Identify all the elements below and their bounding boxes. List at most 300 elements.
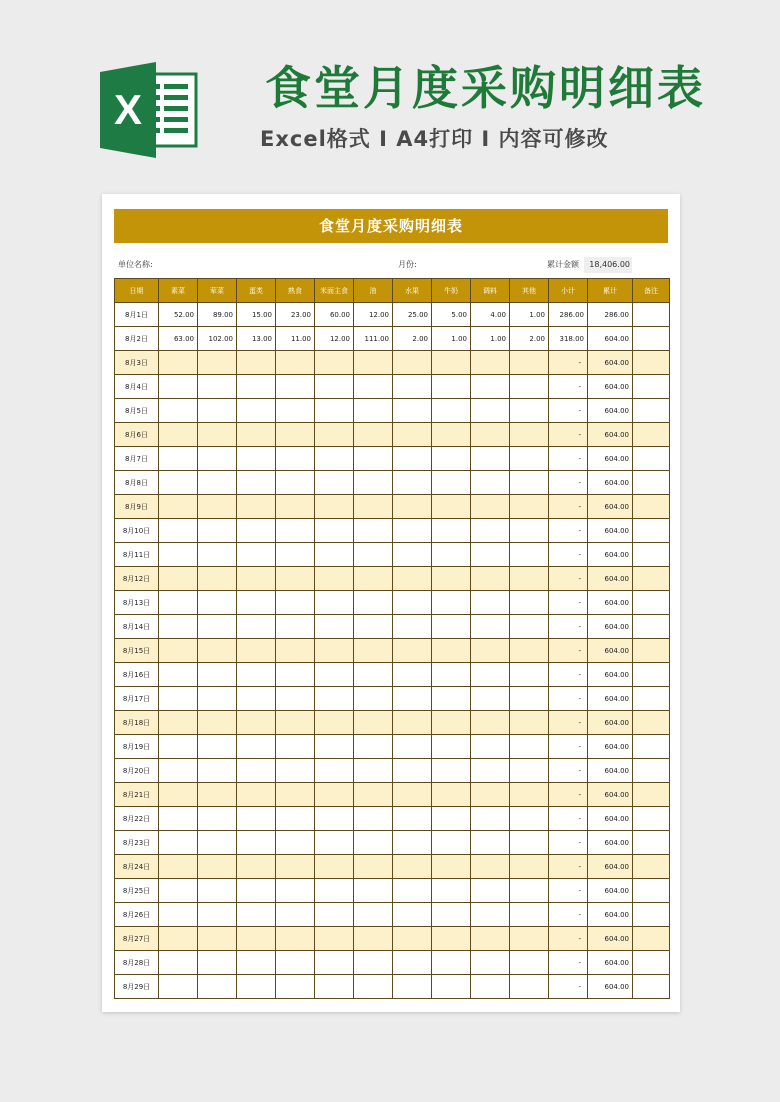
- table-cell[interactable]: [276, 423, 315, 447]
- table-cell[interactable]: 604.00: [588, 879, 633, 903]
- table-cell[interactable]: [510, 879, 549, 903]
- table-cell[interactable]: -: [549, 903, 588, 927]
- table-cell[interactable]: [633, 975, 670, 999]
- table-cell[interactable]: [471, 903, 510, 927]
- table-cell[interactable]: [276, 951, 315, 975]
- table-cell[interactable]: [510, 807, 549, 831]
- table-cell[interactable]: 604.00: [588, 735, 633, 759]
- table-cell[interactable]: [471, 663, 510, 687]
- table-cell[interactable]: [276, 711, 315, 735]
- table-cell[interactable]: -: [549, 399, 588, 423]
- table-cell[interactable]: 1.00: [510, 303, 549, 327]
- table-cell[interactable]: [393, 711, 432, 735]
- table-cell[interactable]: [198, 351, 237, 375]
- table-cell[interactable]: [159, 951, 198, 975]
- table-cell[interactable]: [432, 975, 471, 999]
- table-cell[interactable]: [510, 735, 549, 759]
- table-cell[interactable]: [276, 519, 315, 543]
- table-cell[interactable]: [198, 375, 237, 399]
- table-cell[interactable]: [354, 759, 393, 783]
- table-cell[interactable]: [633, 879, 670, 903]
- table-cell[interactable]: 111.00: [354, 327, 393, 351]
- table-cell[interactable]: -: [549, 423, 588, 447]
- table-cell[interactable]: [354, 495, 393, 519]
- table-cell[interactable]: [159, 831, 198, 855]
- table-cell[interactable]: [237, 495, 276, 519]
- table-cell[interactable]: [432, 687, 471, 711]
- date-cell[interactable]: 8月26日: [115, 903, 159, 927]
- table-cell[interactable]: [393, 471, 432, 495]
- table-cell[interactable]: [276, 783, 315, 807]
- table-cell[interactable]: [633, 567, 670, 591]
- table-cell[interactable]: [237, 423, 276, 447]
- table-cell[interactable]: -: [549, 375, 588, 399]
- table-cell[interactable]: [354, 591, 393, 615]
- table-cell[interactable]: [633, 399, 670, 423]
- table-cell[interactable]: [159, 879, 198, 903]
- table-cell[interactable]: [276, 471, 315, 495]
- table-cell[interactable]: [159, 543, 198, 567]
- table-cell[interactable]: [354, 615, 393, 639]
- table-cell[interactable]: [393, 903, 432, 927]
- table-cell[interactable]: 89.00: [198, 303, 237, 327]
- table-cell[interactable]: -: [549, 447, 588, 471]
- table-cell[interactable]: [510, 495, 549, 519]
- table-cell[interactable]: [432, 567, 471, 591]
- table-cell[interactable]: [471, 711, 510, 735]
- table-cell[interactable]: [432, 375, 471, 399]
- table-cell[interactable]: [276, 447, 315, 471]
- table-cell[interactable]: 15.00: [237, 303, 276, 327]
- table-cell[interactable]: [315, 711, 354, 735]
- table-cell[interactable]: [276, 399, 315, 423]
- table-cell[interactable]: [276, 735, 315, 759]
- date-cell[interactable]: 8月28日: [115, 951, 159, 975]
- table-cell[interactable]: [471, 927, 510, 951]
- table-cell[interactable]: [471, 807, 510, 831]
- date-cell[interactable]: 8月14日: [115, 615, 159, 639]
- table-cell[interactable]: [633, 495, 670, 519]
- table-cell[interactable]: [198, 399, 237, 423]
- table-cell[interactable]: [237, 735, 276, 759]
- table-cell[interactable]: [354, 567, 393, 591]
- table-cell[interactable]: [432, 639, 471, 663]
- table-cell[interactable]: -: [549, 855, 588, 879]
- table-cell[interactable]: [354, 447, 393, 471]
- table-cell[interactable]: [237, 351, 276, 375]
- table-cell[interactable]: [510, 951, 549, 975]
- table-cell[interactable]: [471, 567, 510, 591]
- table-cell[interactable]: [432, 543, 471, 567]
- table-cell[interactable]: [510, 615, 549, 639]
- table-cell[interactable]: [510, 783, 549, 807]
- table-cell[interactable]: [198, 903, 237, 927]
- table-cell[interactable]: [198, 927, 237, 951]
- table-cell[interactable]: -: [549, 471, 588, 495]
- date-cell[interactable]: 8月25日: [115, 879, 159, 903]
- table-cell[interactable]: 12.00: [354, 303, 393, 327]
- date-cell[interactable]: 8月21日: [115, 783, 159, 807]
- table-cell[interactable]: [315, 447, 354, 471]
- table-cell[interactable]: -: [549, 951, 588, 975]
- table-cell[interactable]: [159, 639, 198, 663]
- date-cell[interactable]: 8月17日: [115, 687, 159, 711]
- table-cell[interactable]: [633, 711, 670, 735]
- table-cell[interactable]: 604.00: [588, 855, 633, 879]
- table-cell[interactable]: [432, 903, 471, 927]
- table-cell[interactable]: [510, 903, 549, 927]
- table-cell[interactable]: [393, 423, 432, 447]
- table-cell[interactable]: [633, 663, 670, 687]
- table-cell[interactable]: [354, 423, 393, 447]
- table-cell[interactable]: [159, 447, 198, 471]
- table-cell[interactable]: 604.00: [588, 711, 633, 735]
- table-cell[interactable]: [510, 519, 549, 543]
- table-cell[interactable]: [471, 975, 510, 999]
- table-cell[interactable]: [393, 399, 432, 423]
- table-cell[interactable]: [198, 831, 237, 855]
- table-cell[interactable]: 604.00: [588, 759, 633, 783]
- table-cell[interactable]: 2.00: [510, 327, 549, 351]
- table-cell[interactable]: [237, 447, 276, 471]
- date-cell[interactable]: 8月12日: [115, 567, 159, 591]
- table-cell[interactable]: [432, 807, 471, 831]
- table-cell[interactable]: [198, 759, 237, 783]
- table-cell[interactable]: [432, 759, 471, 783]
- table-cell[interactable]: -: [549, 927, 588, 951]
- table-cell[interactable]: [354, 903, 393, 927]
- table-cell[interactable]: [198, 543, 237, 567]
- date-cell[interactable]: 8月23日: [115, 831, 159, 855]
- table-cell[interactable]: [237, 591, 276, 615]
- table-cell[interactable]: [354, 471, 393, 495]
- table-cell[interactable]: [471, 591, 510, 615]
- table-cell[interactable]: [276, 855, 315, 879]
- table-cell[interactable]: [315, 975, 354, 999]
- table-cell[interactable]: [198, 879, 237, 903]
- table-cell[interactable]: [198, 639, 237, 663]
- table-cell[interactable]: [237, 831, 276, 855]
- table-cell[interactable]: [237, 975, 276, 999]
- table-cell[interactable]: [315, 807, 354, 831]
- table-cell[interactable]: 604.00: [588, 375, 633, 399]
- table-cell[interactable]: [276, 495, 315, 519]
- table-cell[interactable]: 286.00: [549, 303, 588, 327]
- table-cell[interactable]: [159, 567, 198, 591]
- table-cell[interactable]: 25.00: [393, 303, 432, 327]
- table-cell[interactable]: [633, 543, 670, 567]
- table-cell[interactable]: [471, 759, 510, 783]
- table-cell[interactable]: 60.00: [315, 303, 354, 327]
- table-cell[interactable]: [633, 783, 670, 807]
- table-cell[interactable]: [471, 543, 510, 567]
- table-cell[interactable]: 604.00: [588, 471, 633, 495]
- table-cell[interactable]: 604.00: [588, 327, 633, 351]
- table-cell[interactable]: 604.00: [588, 927, 633, 951]
- table-cell[interactable]: [315, 471, 354, 495]
- table-cell[interactable]: [159, 423, 198, 447]
- table-cell[interactable]: [237, 927, 276, 951]
- date-cell[interactable]: 8月19日: [115, 735, 159, 759]
- table-cell[interactable]: [393, 687, 432, 711]
- table-cell[interactable]: [633, 639, 670, 663]
- table-cell[interactable]: [393, 879, 432, 903]
- table-cell[interactable]: [354, 975, 393, 999]
- table-cell[interactable]: [471, 951, 510, 975]
- table-cell[interactable]: [237, 783, 276, 807]
- table-cell[interactable]: [633, 351, 670, 375]
- table-cell[interactable]: [471, 519, 510, 543]
- table-cell[interactable]: [198, 519, 237, 543]
- table-cell[interactable]: [237, 759, 276, 783]
- table-cell[interactable]: [354, 879, 393, 903]
- table-cell[interactable]: [633, 831, 670, 855]
- table-cell[interactable]: [432, 399, 471, 423]
- table-cell[interactable]: [159, 375, 198, 399]
- table-cell[interactable]: [393, 663, 432, 687]
- table-cell[interactable]: [510, 975, 549, 999]
- table-cell[interactable]: [354, 831, 393, 855]
- table-cell[interactable]: [393, 495, 432, 519]
- table-cell[interactable]: [315, 519, 354, 543]
- table-cell[interactable]: [471, 447, 510, 471]
- table-cell[interactable]: [432, 783, 471, 807]
- table-cell[interactable]: [354, 735, 393, 759]
- table-cell[interactable]: -: [549, 687, 588, 711]
- table-cell[interactable]: [393, 855, 432, 879]
- table-cell[interactable]: [471, 399, 510, 423]
- table-cell[interactable]: [276, 543, 315, 567]
- table-cell[interactable]: [276, 639, 315, 663]
- table-cell[interactable]: -: [549, 735, 588, 759]
- table-cell[interactable]: [510, 831, 549, 855]
- table-cell[interactable]: [633, 519, 670, 543]
- table-cell[interactable]: [510, 423, 549, 447]
- table-cell[interactable]: [198, 687, 237, 711]
- table-cell[interactable]: 604.00: [588, 543, 633, 567]
- table-cell[interactable]: [510, 711, 549, 735]
- table-cell[interactable]: [315, 495, 354, 519]
- table-cell[interactable]: [237, 375, 276, 399]
- table-cell[interactable]: 2.00: [393, 327, 432, 351]
- table-cell[interactable]: -: [549, 663, 588, 687]
- date-cell[interactable]: 8月3日: [115, 351, 159, 375]
- table-cell[interactable]: [393, 519, 432, 543]
- table-cell[interactable]: -: [549, 543, 588, 567]
- table-cell[interactable]: [315, 663, 354, 687]
- table-cell[interactable]: [159, 903, 198, 927]
- table-cell[interactable]: [237, 951, 276, 975]
- table-cell[interactable]: [510, 543, 549, 567]
- table-cell[interactable]: [276, 879, 315, 903]
- table-cell[interactable]: [315, 855, 354, 879]
- table-cell[interactable]: [393, 807, 432, 831]
- table-cell[interactable]: [198, 735, 237, 759]
- table-cell[interactable]: [159, 783, 198, 807]
- table-cell[interactable]: [237, 519, 276, 543]
- table-cell[interactable]: 604.00: [588, 399, 633, 423]
- table-cell[interactable]: [276, 591, 315, 615]
- table-cell[interactable]: [432, 735, 471, 759]
- table-cell[interactable]: -: [549, 879, 588, 903]
- date-cell[interactable]: 8月8日: [115, 471, 159, 495]
- table-cell[interactable]: [159, 615, 198, 639]
- date-cell[interactable]: 8月2日: [115, 327, 159, 351]
- table-cell[interactable]: [510, 447, 549, 471]
- table-cell[interactable]: [633, 807, 670, 831]
- table-cell[interactable]: [354, 855, 393, 879]
- table-cell[interactable]: [315, 759, 354, 783]
- table-cell[interactable]: 63.00: [159, 327, 198, 351]
- table-cell[interactable]: [237, 855, 276, 879]
- table-cell[interactable]: [471, 735, 510, 759]
- table-cell[interactable]: 604.00: [588, 423, 633, 447]
- table-cell[interactable]: [432, 831, 471, 855]
- date-cell[interactable]: 8月4日: [115, 375, 159, 399]
- date-cell[interactable]: 8月7日: [115, 447, 159, 471]
- table-cell[interactable]: 13.00: [237, 327, 276, 351]
- table-cell[interactable]: [471, 615, 510, 639]
- table-cell[interactable]: [633, 375, 670, 399]
- table-cell[interactable]: [633, 471, 670, 495]
- table-cell[interactable]: [237, 471, 276, 495]
- table-cell[interactable]: 604.00: [588, 639, 633, 663]
- table-cell[interactable]: 604.00: [588, 567, 633, 591]
- table-cell[interactable]: [354, 807, 393, 831]
- table-cell[interactable]: [354, 663, 393, 687]
- table-cell[interactable]: [471, 351, 510, 375]
- table-cell[interactable]: [432, 855, 471, 879]
- table-cell[interactable]: [633, 855, 670, 879]
- table-cell[interactable]: [510, 567, 549, 591]
- table-cell[interactable]: [315, 423, 354, 447]
- table-cell[interactable]: -: [549, 591, 588, 615]
- table-cell[interactable]: [276, 807, 315, 831]
- table-cell[interactable]: [510, 759, 549, 783]
- table-cell[interactable]: [159, 759, 198, 783]
- table-cell[interactable]: [315, 399, 354, 423]
- table-cell[interactable]: 604.00: [588, 615, 633, 639]
- table-cell[interactable]: [354, 927, 393, 951]
- table-cell[interactable]: [633, 903, 670, 927]
- table-cell[interactable]: 604.00: [588, 447, 633, 471]
- table-cell[interactable]: [354, 351, 393, 375]
- table-cell[interactable]: -: [549, 495, 588, 519]
- table-cell[interactable]: [633, 327, 670, 351]
- table-cell[interactable]: [393, 591, 432, 615]
- table-cell[interactable]: [471, 879, 510, 903]
- date-cell[interactable]: 8月6日: [115, 423, 159, 447]
- table-cell[interactable]: [354, 711, 393, 735]
- date-cell[interactable]: 8月16日: [115, 663, 159, 687]
- table-cell[interactable]: [633, 303, 670, 327]
- table-cell[interactable]: -: [549, 759, 588, 783]
- table-cell[interactable]: [432, 471, 471, 495]
- table-cell[interactable]: -: [549, 975, 588, 999]
- table-cell[interactable]: [510, 375, 549, 399]
- table-cell[interactable]: [237, 711, 276, 735]
- date-cell[interactable]: 8月1日: [115, 303, 159, 327]
- table-cell[interactable]: [510, 591, 549, 615]
- table-cell[interactable]: [276, 975, 315, 999]
- date-cell[interactable]: 8月5日: [115, 399, 159, 423]
- table-cell[interactable]: [315, 639, 354, 663]
- table-cell[interactable]: [471, 855, 510, 879]
- table-cell[interactable]: [237, 639, 276, 663]
- table-cell[interactable]: [198, 495, 237, 519]
- table-cell[interactable]: 52.00: [159, 303, 198, 327]
- table-cell[interactable]: [159, 975, 198, 999]
- table-cell[interactable]: [633, 951, 670, 975]
- table-cell[interactable]: 604.00: [588, 591, 633, 615]
- table-cell[interactable]: 604.00: [588, 495, 633, 519]
- table-cell[interactable]: [354, 519, 393, 543]
- table-cell[interactable]: [432, 951, 471, 975]
- table-cell[interactable]: 604.00: [588, 519, 633, 543]
- table-cell[interactable]: [237, 879, 276, 903]
- table-cell[interactable]: 604.00: [588, 687, 633, 711]
- table-cell[interactable]: [432, 495, 471, 519]
- table-cell[interactable]: [393, 543, 432, 567]
- date-cell[interactable]: 8月24日: [115, 855, 159, 879]
- table-cell[interactable]: [198, 951, 237, 975]
- table-cell[interactable]: [471, 783, 510, 807]
- table-cell[interactable]: [237, 687, 276, 711]
- table-cell[interactable]: [432, 591, 471, 615]
- table-cell[interactable]: [432, 447, 471, 471]
- table-cell[interactable]: [471, 687, 510, 711]
- table-cell[interactable]: [432, 711, 471, 735]
- table-cell[interactable]: -: [549, 783, 588, 807]
- date-cell[interactable]: 8月10日: [115, 519, 159, 543]
- table-cell[interactable]: [432, 663, 471, 687]
- date-cell[interactable]: 8月11日: [115, 543, 159, 567]
- table-cell[interactable]: [354, 375, 393, 399]
- table-cell[interactable]: [354, 543, 393, 567]
- table-cell[interactable]: [159, 855, 198, 879]
- table-cell[interactable]: [159, 471, 198, 495]
- table-cell[interactable]: 12.00: [315, 327, 354, 351]
- table-cell[interactable]: [432, 423, 471, 447]
- table-cell[interactable]: 286.00: [588, 303, 633, 327]
- table-cell[interactable]: [393, 927, 432, 951]
- table-cell[interactable]: 604.00: [588, 903, 633, 927]
- table-cell[interactable]: -: [549, 711, 588, 735]
- table-cell[interactable]: [471, 471, 510, 495]
- table-cell[interactable]: [276, 687, 315, 711]
- table-cell[interactable]: [237, 615, 276, 639]
- table-cell[interactable]: [432, 519, 471, 543]
- table-cell[interactable]: [510, 927, 549, 951]
- table-cell[interactable]: [633, 759, 670, 783]
- table-cell[interactable]: [510, 471, 549, 495]
- table-cell[interactable]: [315, 687, 354, 711]
- table-cell[interactable]: [510, 663, 549, 687]
- table-cell[interactable]: [354, 639, 393, 663]
- table-cell[interactable]: [315, 927, 354, 951]
- table-cell[interactable]: [276, 927, 315, 951]
- table-cell[interactable]: [471, 495, 510, 519]
- table-cell[interactable]: [432, 879, 471, 903]
- table-cell[interactable]: -: [549, 519, 588, 543]
- table-cell[interactable]: [393, 615, 432, 639]
- table-cell[interactable]: [198, 447, 237, 471]
- table-cell[interactable]: [393, 375, 432, 399]
- date-cell[interactable]: 8月15日: [115, 639, 159, 663]
- table-cell[interactable]: [432, 351, 471, 375]
- table-cell[interactable]: [159, 399, 198, 423]
- date-cell[interactable]: 8月27日: [115, 927, 159, 951]
